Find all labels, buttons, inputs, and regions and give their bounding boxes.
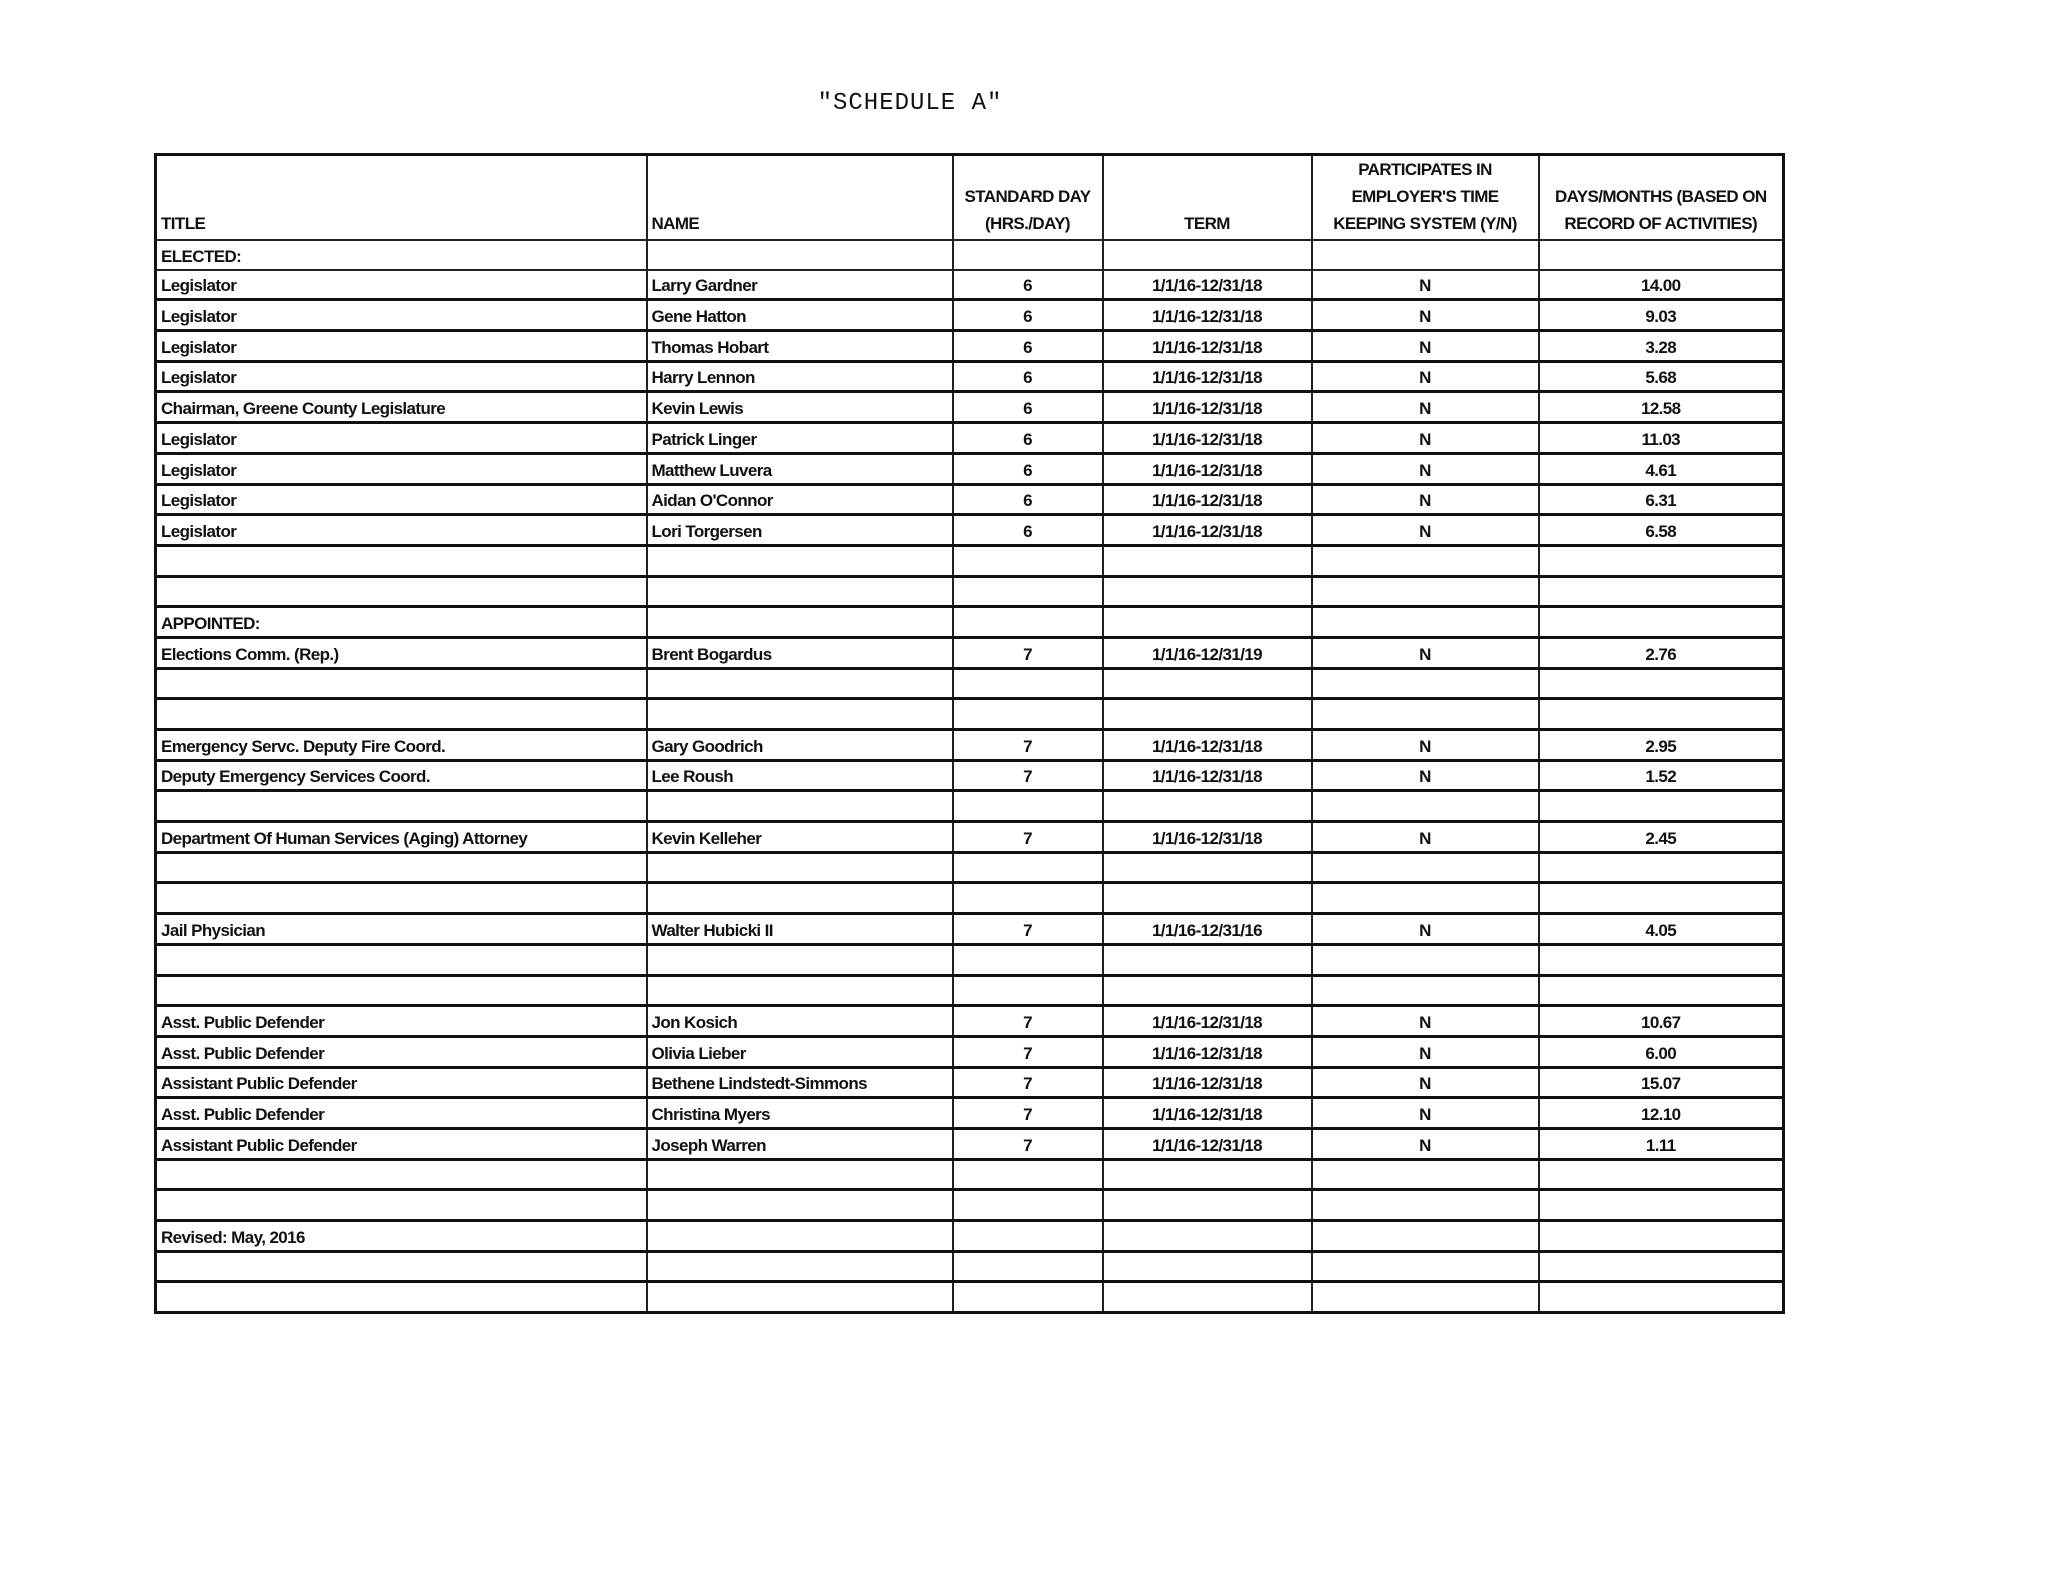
cell-standard-day: 6: [953, 300, 1103, 331]
cell-days-months: 3.28: [1539, 331, 1784, 362]
cell-name: Matthew Luvera: [647, 453, 953, 484]
cell-time-keeping: [1312, 944, 1539, 975]
table-row: [156, 423, 1784, 454]
cell-standard-day: [953, 975, 1103, 1006]
cell-standard-day: 6: [953, 331, 1103, 362]
cell-days-months: 10.67: [1539, 1006, 1784, 1037]
cell-term: 1/1/16-12/31/18: [1103, 361, 1312, 392]
schedule-table: [154, 153, 1785, 1314]
table-row: [156, 944, 1784, 975]
cell-standard-day: 7: [953, 1067, 1103, 1098]
cell-name: [647, 607, 953, 638]
cell-name: [647, 668, 953, 699]
cell-days-months: 5.68: [1539, 361, 1784, 392]
cell-term: 1/1/16-12/31/18: [1103, 760, 1312, 791]
cell-time-keeping: N: [1312, 730, 1539, 761]
cell-days-months: 12.58: [1539, 392, 1784, 423]
cell-days-months: [1539, 545, 1784, 576]
table-row: [156, 1282, 1784, 1313]
cell-time-keeping: N: [1312, 1036, 1539, 1067]
cell-standard-day: 7: [953, 637, 1103, 668]
cell-standard-day: 6: [953, 423, 1103, 454]
table-body: [156, 240, 1784, 1313]
cell-time-keeping: N: [1312, 1098, 1539, 1129]
column-header-standard-day: STANDARD DAY (HRS./DAY): [953, 155, 1103, 241]
cell-days-months: [1539, 240, 1784, 270]
cell-time-keeping: [1312, 852, 1539, 883]
cell-days-months: [1539, 1251, 1784, 1282]
cell-term: [1103, 1159, 1312, 1190]
table-row: [156, 760, 1784, 791]
cell-title: Legislator: [156, 300, 647, 331]
cell-term: 1/1/16-12/31/18: [1103, 270, 1312, 300]
column-header-title: TITLE: [156, 155, 647, 241]
cell-name: Kevin Lewis: [647, 392, 953, 423]
cell-term: [1103, 240, 1312, 270]
cell-title: ELECTED:: [156, 240, 647, 270]
cell-standard-day: [953, 240, 1103, 270]
cell-time-keeping: [1312, 1251, 1539, 1282]
cell-title: [156, 576, 647, 607]
cell-title: [156, 699, 647, 730]
cell-days-months: 9.03: [1539, 300, 1784, 331]
cell-days-months: 6.58: [1539, 515, 1784, 546]
table-row: [156, 1159, 1784, 1190]
cell-time-keeping: N: [1312, 1128, 1539, 1159]
cell-name: Patrick Linger: [647, 423, 953, 454]
table-row: [156, 607, 1784, 638]
cell-name: Joseph Warren: [647, 1128, 953, 1159]
cell-time-keeping: N: [1312, 914, 1539, 945]
cell-title: Chairman, Greene County Legislature: [156, 392, 647, 423]
cell-time-keeping: [1312, 883, 1539, 914]
cell-title: Asst. Public Defender: [156, 1036, 647, 1067]
cell-title: [156, 944, 647, 975]
cell-standard-day: [953, 1159, 1103, 1190]
cell-title: Assistant Public Defender: [156, 1128, 647, 1159]
cell-standard-day: 7: [953, 1006, 1103, 1037]
cell-name: Brent Bogardus: [647, 637, 953, 668]
cell-name: Olivia Lieber: [647, 1036, 953, 1067]
cell-term: 1/1/16-12/31/18: [1103, 331, 1312, 362]
column-header-days-months: DAYS/MONTHS (BASED ON RECORD OF ACTIVITIES): [1539, 155, 1784, 241]
cell-standard-day: 6: [953, 392, 1103, 423]
table-row: [156, 545, 1784, 576]
cell-name: Aidan O'Connor: [647, 484, 953, 515]
cell-title: [156, 1282, 647, 1313]
cell-name: Lee Roush: [647, 760, 953, 791]
cell-title: APPOINTED:: [156, 607, 647, 638]
cell-term: [1103, 545, 1312, 576]
cell-term: [1103, 699, 1312, 730]
cell-name: [647, 1251, 953, 1282]
cell-days-months: 4.61: [1539, 453, 1784, 484]
cell-term: [1103, 791, 1312, 822]
cell-time-keeping: N: [1312, 1067, 1539, 1098]
cell-name: [647, 699, 953, 730]
cell-days-months: 4.05: [1539, 914, 1784, 945]
table-row: [156, 300, 1784, 331]
header-row: [156, 155, 1784, 241]
cell-term: [1103, 883, 1312, 914]
table-row: [156, 883, 1784, 914]
table-row: [156, 392, 1784, 423]
cell-days-months: [1539, 1221, 1784, 1252]
cell-days-months: [1539, 944, 1784, 975]
cell-term: [1103, 944, 1312, 975]
cell-title: [156, 1190, 647, 1221]
cell-days-months: 6.31: [1539, 484, 1784, 515]
cell-time-keeping: [1312, 699, 1539, 730]
cell-name: [647, 1159, 953, 1190]
cell-term: 1/1/16-12/31/18: [1103, 822, 1312, 853]
cell-standard-day: [953, 1221, 1103, 1252]
cell-title: Asst. Public Defender: [156, 1006, 647, 1037]
cell-title: [156, 883, 647, 914]
cell-name: Gene Hatton: [647, 300, 953, 331]
cell-term: 1/1/16-12/31/18: [1103, 1098, 1312, 1129]
cell-time-keeping: N: [1312, 515, 1539, 546]
table-row: [156, 822, 1784, 853]
cell-standard-day: 7: [953, 760, 1103, 791]
table-row: [156, 484, 1784, 515]
table-row: [156, 270, 1784, 300]
cell-term: 1/1/16-12/31/18: [1103, 515, 1312, 546]
cell-name: Walter Hubicki II: [647, 914, 953, 945]
cell-time-keeping: N: [1312, 361, 1539, 392]
table-row: [156, 1067, 1784, 1098]
cell-title: [156, 668, 647, 699]
cell-time-keeping: N: [1312, 423, 1539, 454]
cell-standard-day: 7: [953, 1036, 1103, 1067]
cell-name: [647, 791, 953, 822]
table-row: [156, 791, 1784, 822]
cell-time-keeping: N: [1312, 637, 1539, 668]
cell-title: Assistant Public Defender: [156, 1067, 647, 1098]
cell-days-months: 1.11: [1539, 1128, 1784, 1159]
cell-standard-day: [953, 545, 1103, 576]
cell-title: Emergency Servc. Deputy Fire Coord.: [156, 730, 647, 761]
cell-time-keeping: [1312, 1159, 1539, 1190]
cell-days-months: [1539, 1282, 1784, 1313]
cell-days-months: 2.76: [1539, 637, 1784, 668]
table-row: [156, 453, 1784, 484]
cell-title: Legislator: [156, 484, 647, 515]
table-row: [156, 361, 1784, 392]
cell-standard-day: [953, 944, 1103, 975]
cell-term: [1103, 1221, 1312, 1252]
cell-days-months: 2.45: [1539, 822, 1784, 853]
cell-time-keeping: N: [1312, 331, 1539, 362]
table-row: [156, 852, 1784, 883]
cell-time-keeping: N: [1312, 760, 1539, 791]
cell-name: [647, 240, 953, 270]
cell-title: [156, 975, 647, 1006]
cell-name: Larry Gardner: [647, 270, 953, 300]
cell-name: Bethene Lindstedt-Simmons: [647, 1067, 953, 1098]
cell-term: 1/1/16-12/31/18: [1103, 300, 1312, 331]
table-row: [156, 1036, 1784, 1067]
cell-term: 1/1/16-12/31/19: [1103, 637, 1312, 668]
cell-days-months: 15.07: [1539, 1067, 1784, 1098]
cell-name: [647, 944, 953, 975]
cell-days-months: [1539, 607, 1784, 638]
cell-standard-day: [953, 1251, 1103, 1282]
cell-name: Thomas Hobart: [647, 331, 953, 362]
table-row: [156, 637, 1784, 668]
cell-term: 1/1/16-12/31/18: [1103, 1006, 1312, 1037]
cell-standard-day: 6: [953, 453, 1103, 484]
cell-title: Jail Physician: [156, 914, 647, 945]
cell-title: Deputy Emergency Services Coord.: [156, 760, 647, 791]
table-row: [156, 1251, 1784, 1282]
cell-title: Legislator: [156, 331, 647, 362]
cell-standard-day: [953, 1282, 1103, 1313]
cell-term: [1103, 975, 1312, 1006]
cell-term: 1/1/16-12/31/18: [1103, 392, 1312, 423]
cell-term: 1/1/16-12/31/18: [1103, 730, 1312, 761]
cell-name: [647, 883, 953, 914]
cell-standard-day: [953, 699, 1103, 730]
cell-name: Christina Myers: [647, 1098, 953, 1129]
cell-name: Kevin Kelleher: [647, 822, 953, 853]
cell-days-months: [1539, 1159, 1784, 1190]
cell-time-keeping: [1312, 576, 1539, 607]
cell-name: Lori Torgersen: [647, 515, 953, 546]
cell-title: Legislator: [156, 423, 647, 454]
cell-term: [1103, 576, 1312, 607]
cell-time-keeping: [1312, 1282, 1539, 1313]
cell-name: [647, 545, 953, 576]
cell-days-months: [1539, 791, 1784, 822]
cell-time-keeping: N: [1312, 453, 1539, 484]
cell-time-keeping: [1312, 975, 1539, 1006]
cell-time-keeping: [1312, 1190, 1539, 1221]
cell-term: [1103, 1190, 1312, 1221]
cell-standard-day: 7: [953, 1128, 1103, 1159]
cell-title: Legislator: [156, 453, 647, 484]
table-row: [156, 240, 1784, 270]
cell-time-keeping: N: [1312, 1006, 1539, 1037]
cell-standard-day: 7: [953, 822, 1103, 853]
cell-name: [647, 852, 953, 883]
cell-name: [647, 975, 953, 1006]
cell-days-months: [1539, 852, 1784, 883]
cell-time-keeping: [1312, 1221, 1539, 1252]
cell-time-keeping: [1312, 607, 1539, 638]
cell-title: [156, 1251, 647, 1282]
cell-title: Legislator: [156, 270, 647, 300]
cell-name: [647, 1221, 953, 1252]
cell-standard-day: 6: [953, 361, 1103, 392]
cell-days-months: [1539, 576, 1784, 607]
table-row: [156, 699, 1784, 730]
cell-time-keeping: N: [1312, 392, 1539, 423]
cell-days-months: 14.00: [1539, 270, 1784, 300]
cell-days-months: [1539, 883, 1784, 914]
cell-term: 1/1/16-12/31/18: [1103, 1036, 1312, 1067]
cell-days-months: [1539, 668, 1784, 699]
table-row: [156, 1128, 1784, 1159]
cell-title: Elections Comm. (Rep.): [156, 637, 647, 668]
cell-title: [156, 1159, 647, 1190]
table-row: [156, 576, 1784, 607]
cell-time-keeping: N: [1312, 822, 1539, 853]
cell-name: [647, 1282, 953, 1313]
cell-standard-day: 7: [953, 1098, 1103, 1129]
cell-time-keeping: [1312, 668, 1539, 699]
cell-title: Legislator: [156, 361, 647, 392]
cell-time-keeping: [1312, 240, 1539, 270]
cell-title: Legislator: [156, 515, 647, 546]
cell-time-keeping: N: [1312, 270, 1539, 300]
table-row: [156, 914, 1784, 945]
cell-days-months: 11.03: [1539, 423, 1784, 454]
document-title: "SCHEDULE A": [817, 90, 1003, 117]
cell-name: Harry Lennon: [647, 361, 953, 392]
cell-term: [1103, 852, 1312, 883]
cell-standard-day: [953, 883, 1103, 914]
cell-term: 1/1/16-12/31/18: [1103, 423, 1312, 454]
table-row: [156, 668, 1784, 699]
column-header-term: TERM: [1103, 155, 1312, 241]
cell-standard-day: 7: [953, 730, 1103, 761]
cell-name: [647, 576, 953, 607]
cell-term: [1103, 607, 1312, 638]
cell-term: 1/1/16-12/31/18: [1103, 1128, 1312, 1159]
cell-title: Department Of Human Services (Aging) Attorney: [156, 822, 647, 853]
cell-days-months: 12.10: [1539, 1098, 1784, 1129]
cell-standard-day: 7: [953, 914, 1103, 945]
table-row: [156, 515, 1784, 546]
cell-standard-day: 6: [953, 270, 1103, 300]
cell-title: Asst. Public Defender: [156, 1098, 647, 1129]
cell-days-months: [1539, 699, 1784, 730]
cell-standard-day: [953, 607, 1103, 638]
table-row: [156, 1221, 1784, 1252]
cell-days-months: 2.95: [1539, 730, 1784, 761]
cell-time-keeping: N: [1312, 300, 1539, 331]
cell-standard-day: [953, 1190, 1103, 1221]
table-row: [156, 1190, 1784, 1221]
column-header-time-keeping: PARTICIPATES IN EMPLOYER'S TIME KEEPING SYSTEM (Y/N): [1312, 155, 1539, 241]
table-row: [156, 1006, 1784, 1037]
cell-term: [1103, 1282, 1312, 1313]
table-row: [156, 975, 1784, 1006]
cell-term: [1103, 1251, 1312, 1282]
cell-standard-day: [953, 668, 1103, 699]
cell-name: Gary Goodrich: [647, 730, 953, 761]
cell-title: [156, 852, 647, 883]
cell-days-months: [1539, 1190, 1784, 1221]
table-row: [156, 730, 1784, 761]
cell-time-keeping: N: [1312, 484, 1539, 515]
cell-term: 1/1/16-12/31/18: [1103, 453, 1312, 484]
cell-standard-day: [953, 791, 1103, 822]
cell-days-months: 6.00: [1539, 1036, 1784, 1067]
table-row: [156, 331, 1784, 362]
cell-standard-day: [953, 852, 1103, 883]
column-header-name: NAME: [647, 155, 953, 241]
cell-standard-day: [953, 576, 1103, 607]
cell-title: Revised: May, 2016: [156, 1221, 647, 1252]
cell-term: [1103, 668, 1312, 699]
cell-time-keeping: [1312, 791, 1539, 822]
cell-term: 1/1/16-12/31/18: [1103, 484, 1312, 515]
cell-days-months: 1.52: [1539, 760, 1784, 791]
cell-term: 1/1/16-12/31/18: [1103, 1067, 1312, 1098]
cell-term: 1/1/16-12/31/16: [1103, 914, 1312, 945]
cell-title: [156, 545, 647, 576]
cell-days-months: [1539, 975, 1784, 1006]
cell-name: Jon Kosich: [647, 1006, 953, 1037]
cell-time-keeping: [1312, 545, 1539, 576]
cell-title: [156, 791, 647, 822]
cell-name: [647, 1190, 953, 1221]
cell-standard-day: 6: [953, 515, 1103, 546]
table-row: [156, 1098, 1784, 1129]
cell-standard-day: 6: [953, 484, 1103, 515]
